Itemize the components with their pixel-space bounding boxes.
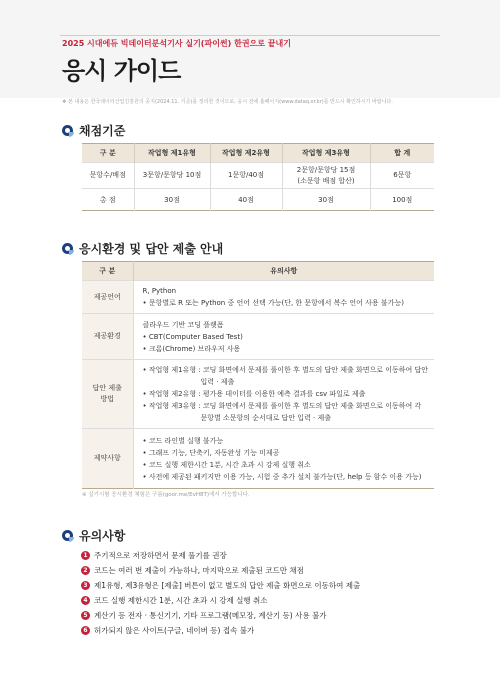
- category-cell: 제공환경: [82, 314, 133, 360]
- list-item: [81, 593, 360, 608]
- content-cell: [133, 360, 434, 429]
- content-line: 클라우드 기반 코딩 플랫폼: [142, 320, 224, 329]
- content-line: • 작업형 제2유형 : 평가용 데이터를 이용한 예측 결과를 csv 파일로 제출: [142, 390, 366, 398]
- table-header-cell: 합 계: [370, 144, 434, 163]
- content-cell: [133, 429, 434, 489]
- list-item: [81, 608, 360, 623]
- list-item-text: 제1유형, 제3유형은 [제출] 버튼이 없고 별도의 답안 제출 화면으로 이동하여 제출: [94, 581, 361, 590]
- list-item-text: 계산기 등 전자 · 통신기기, 기타 프로그램(메모장, 계산기 등) 사용 불가: [94, 611, 327, 620]
- table-header-cell: 구 분: [82, 262, 133, 281]
- environment-footnote: ※ 실기시험 응시환경 체험은 구름(goor.me/EvH8T)에서 가능합니다.: [82, 492, 250, 498]
- content-line: • 그래프 기능, 단축키, 자동완성 기능 미제공: [142, 448, 280, 457]
- list-item: [81, 578, 360, 593]
- table-cell: 6문항: [370, 163, 434, 189]
- table-row: [82, 281, 434, 314]
- category-cell: 제공언어: [82, 281, 133, 314]
- table-row: [82, 163, 434, 189]
- table-cell: 문항수/배점: [82, 163, 134, 189]
- list-item: [81, 623, 360, 638]
- content-cell: [133, 314, 434, 360]
- book-subtitle: 2025 시대에듀 빅데이터분석기사 실기(파이썬) 한권으로 끝내기: [62, 39, 291, 48]
- list-item-text: 코드 실행 제한시간 1분, 시간 초과 시 강제 실행 취소: [94, 596, 268, 605]
- notice-text: ❖ 본 내용은 한국데이터산업진흥원의 공지(2024.11. 기준)를 정리한 것이므로, 응시 전에 홈페이지(www.dataq.or.kr)를 반드시 확인하시기 바랍니다.: [62, 99, 393, 105]
- table-cell: 30점: [134, 189, 210, 211]
- list-item: [81, 548, 360, 563]
- list-item: [81, 563, 360, 578]
- table-row: [82, 429, 434, 489]
- table-header-row: [82, 262, 434, 281]
- section-bullet-icon: [62, 125, 73, 136]
- content-line: • CBT(Computer Based Test): [142, 332, 243, 341]
- number-badge: 4: [81, 596, 90, 605]
- cautions-section-heading: [62, 527, 125, 544]
- list-item-text: 허가되지 않은 사이트(구글, 네이버 등) 접속 불가: [94, 626, 255, 635]
- content-line: • 사전에 제공된 패키지만 이용 가능, 시험 중 추가 설치 불가능(단, help 등 함수 이용 가능): [142, 472, 422, 481]
- page-title: 응시 가이드: [62, 57, 181, 85]
- table-cell: 총 점: [82, 189, 134, 211]
- table-row: [82, 189, 434, 211]
- number-badge: 5: [81, 611, 90, 620]
- content-line: • 코드 실행 제한시간 1분, 시간 초과 시 강제 실행 취소: [142, 460, 311, 469]
- cautions-title: 유의사항: [79, 529, 126, 543]
- table-cell: 100점: [370, 189, 434, 211]
- environment-title: 응시환경 및 답안 제출 안내: [79, 242, 224, 256]
- table-cell: 1문항/40점: [210, 163, 282, 189]
- table-cell: 3문항/문항당 10점: [134, 163, 210, 189]
- content-line: 문항별 소문항의 순서대로 답안 입력 · 제출: [200, 414, 332, 422]
- category-cell: 답안 제출 방법: [82, 360, 133, 429]
- cautions-list: [81, 548, 360, 638]
- content-line: • 작업형 제3유형 : 코딩 화면에서 문제를 풀이한 후 별도의 답안 제출 화면으로 이동하여 각: [142, 402, 422, 410]
- environment-table: [82, 261, 434, 489]
- section-bullet-icon: [62, 243, 73, 254]
- header-divider: [60, 35, 440, 36]
- table-row: [82, 314, 434, 360]
- content-line: • 코드 라인별 실행 불가능: [142, 436, 224, 445]
- environment-section-heading: [62, 240, 223, 257]
- content-line: R, Python: [142, 287, 177, 295]
- content-line: • 크롬(Chrome) 브라우저 사용: [142, 344, 241, 353]
- table-cell: 30점: [282, 189, 370, 211]
- content-cell: [133, 281, 434, 314]
- table-header-cell: 작업형 제1유형: [134, 144, 210, 163]
- table-header-row: [82, 144, 434, 163]
- section-bullet-icon: [62, 530, 73, 541]
- number-badge: 6: [81, 626, 90, 635]
- content-line: 입력 · 제출: [200, 378, 235, 386]
- scoring-title: 채점기준: [79, 124, 126, 138]
- table-cell: 2문항/문항당 15점 (소문항 배점 합산): [282, 163, 370, 189]
- number-badge: 3: [81, 581, 90, 590]
- table-header-cell: 유의사항: [133, 262, 434, 281]
- content-line: • 작업형 제1유형 : 코딩 화면에서 문제를 풀이한 후 별도의 답안 제출 화면으로 이동하여 답안: [142, 366, 429, 374]
- content-line: • 문항별로 R 또는 Python 중 언어 선택 가능(단, 한 문항에서 복수 언어 사용 불가능): [142, 299, 404, 307]
- number-badge: 1: [81, 551, 90, 560]
- number-badge: 2: [81, 566, 90, 575]
- list-item-text: 코드는 여러 번 제출이 가능하나, 마지막으로 제출된 코드만 채점: [94, 566, 304, 575]
- table-header-cell: 작업형 제3유형: [282, 144, 370, 163]
- list-item-text: 주기적으로 저장하면서 문제 풀기를 권장: [94, 551, 227, 560]
- table-cell: 40점: [210, 189, 282, 211]
- table-header-cell: 구 분: [82, 144, 134, 163]
- category-cell: 제약사항: [82, 429, 133, 489]
- scoring-table: [82, 143, 434, 211]
- table-row: [82, 360, 434, 429]
- scoring-section-heading: [62, 122, 125, 139]
- table-header-cell: 작업형 제2유형: [210, 144, 282, 163]
